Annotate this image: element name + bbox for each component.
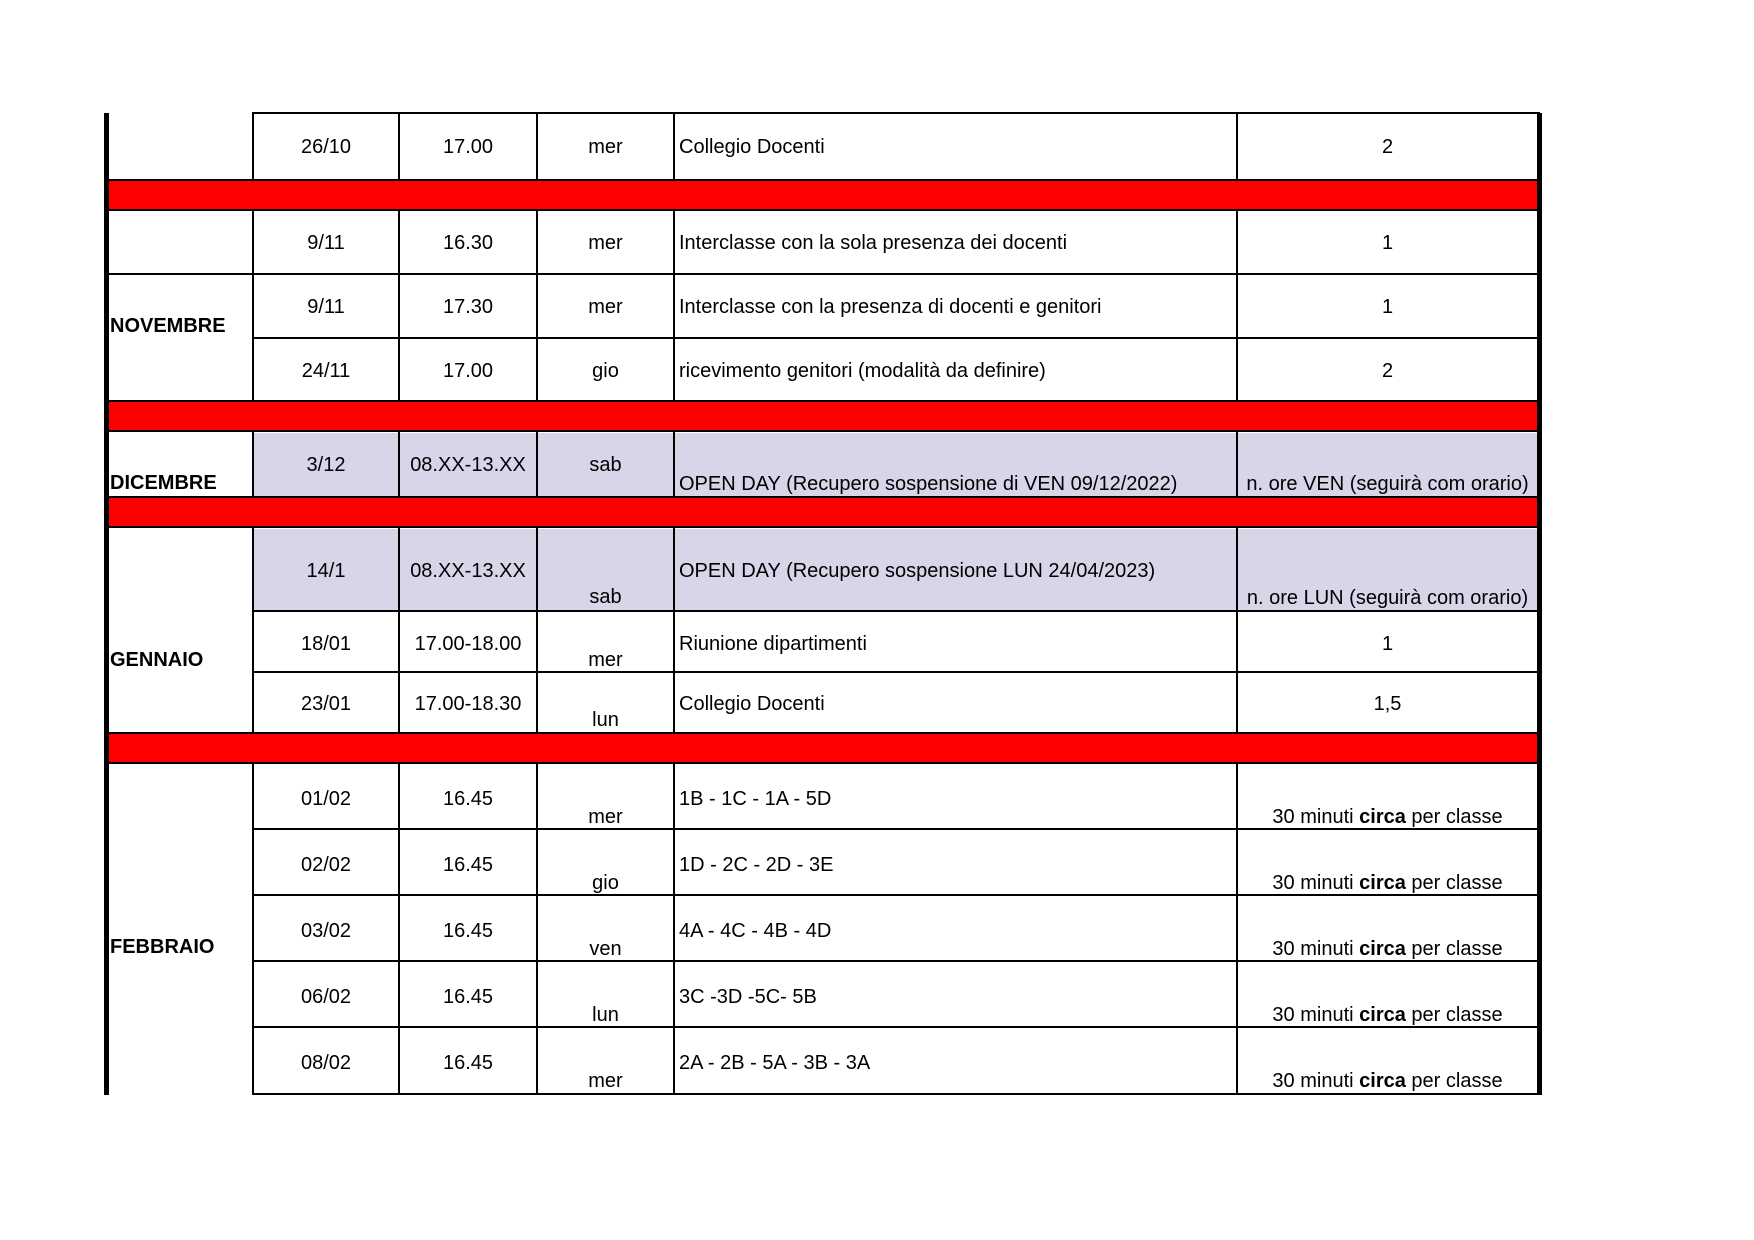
time-cell: 17.00 bbox=[442, 360, 494, 382]
column-line bbox=[673, 431, 675, 497]
date-cell: 01/02 bbox=[300, 788, 352, 810]
hours-text: 30 minuti bbox=[1272, 1070, 1360, 1092]
hours-cell bbox=[1238, 1004, 1537, 1026]
hours-cell: 2 bbox=[1381, 360, 1394, 382]
row-line bbox=[107, 179, 1540, 181]
time-cell: 08.XX-13.XX bbox=[410, 454, 526, 476]
hours-emphasis: circa bbox=[1359, 806, 1406, 828]
hours-cell: 1 bbox=[1381, 296, 1394, 318]
time-cell: 16.45 bbox=[442, 854, 494, 876]
activity-cell: 1D - 2C - 2D - 3E bbox=[679, 854, 834, 876]
activity-cell: ricevimento genitori (modalità da definire) bbox=[679, 360, 1046, 382]
activity-cell: Collegio Docenti bbox=[679, 136, 825, 158]
hours-cell bbox=[1238, 1070, 1537, 1092]
right-border bbox=[1537, 113, 1542, 1095]
hours-cell: 1 bbox=[1381, 232, 1394, 254]
separator-bar bbox=[107, 733, 1539, 763]
activity-cell: OPEN DAY (Recupero sospensione di VEN 09/12/2022) bbox=[679, 473, 1178, 495]
hours-text: per classe bbox=[1405, 1070, 1503, 1092]
hours-emphasis: circa bbox=[1359, 1004, 1406, 1026]
hours-emphasis: circa bbox=[1359, 872, 1406, 894]
row-line bbox=[252, 894, 1540, 896]
time-cell: 16.45 bbox=[442, 986, 494, 1008]
activity-cell: 1B - 1C - 1A - 5D bbox=[679, 788, 832, 810]
hours-cell: 1 bbox=[1381, 633, 1394, 655]
hours-text: per classe bbox=[1405, 806, 1503, 828]
row-line bbox=[252, 960, 1540, 962]
row-line bbox=[252, 610, 1540, 612]
activity-cell: 3C -3D -5C- 5B bbox=[679, 986, 817, 1008]
day-cell: sab bbox=[589, 454, 622, 476]
time-cell: 16.45 bbox=[442, 788, 494, 810]
row-line bbox=[107, 496, 1540, 498]
date-cell: 24/11 bbox=[301, 360, 351, 382]
time-cell: 16.45 bbox=[442, 920, 494, 942]
hours-text: 30 minuti bbox=[1272, 806, 1360, 828]
month-label: NOVEMBRE bbox=[110, 315, 226, 337]
date-cell: 26/10 bbox=[300, 136, 352, 158]
date-cell: 9/11 bbox=[307, 232, 345, 254]
day-cell: gio bbox=[592, 360, 619, 382]
hours-text: 30 minuti bbox=[1272, 938, 1360, 960]
activity-cell: 4A - 4C - 4B - 4D bbox=[679, 920, 832, 942]
date-cell: 3/12 bbox=[306, 454, 346, 476]
date-cell: 02/02 bbox=[300, 854, 352, 876]
day-cell: mer bbox=[588, 136, 623, 158]
column-line bbox=[536, 527, 538, 733]
time-cell: 17.30 bbox=[442, 296, 494, 318]
hours-cell bbox=[1238, 806, 1537, 828]
day-cell: mer bbox=[588, 232, 623, 254]
day-cell: mer bbox=[588, 1070, 623, 1092]
activity-cell: Interclasse con la presenza di docenti e genitori bbox=[679, 296, 1102, 318]
day-cell: mer bbox=[588, 649, 623, 671]
separator-bar bbox=[107, 180, 1539, 210]
activity-cell: Collegio Docenti bbox=[679, 693, 825, 715]
row-line bbox=[107, 273, 1540, 275]
month-label: DICEMBRE bbox=[110, 472, 217, 494]
time-cell: 16.30 bbox=[442, 232, 494, 254]
activity-cell: 2A - 2B - 5A - 3B - 3A bbox=[679, 1052, 871, 1074]
month-label: FEBBRAIO bbox=[110, 936, 215, 958]
date-cell: 08/02 bbox=[300, 1052, 352, 1074]
left-border bbox=[104, 113, 109, 1095]
day-cell: mer bbox=[588, 296, 623, 318]
row-line bbox=[107, 430, 1540, 432]
row-line bbox=[252, 671, 1540, 673]
row-line bbox=[252, 337, 1540, 339]
activity-cell: OPEN DAY (Recupero sospensione LUN 24/04/2023) bbox=[679, 560, 1156, 582]
activity-cell: Interclasse con la sola presenza dei docenti bbox=[679, 232, 1068, 254]
row-line bbox=[252, 1093, 1540, 1095]
row-line bbox=[107, 762, 1540, 764]
time-cell: 17.00-18.30 bbox=[414, 693, 522, 715]
time-cell: 08.XX-13.XX bbox=[410, 560, 526, 582]
separator-bar bbox=[107, 497, 1539, 527]
month-label: GENNAIO bbox=[110, 649, 204, 671]
row-line bbox=[252, 1026, 1540, 1028]
hours-text: per classe bbox=[1405, 872, 1503, 894]
hours-cell: n. ore VEN (seguirà com orario) bbox=[1246, 473, 1529, 495]
activity-cell: Riunione dipartimenti bbox=[679, 633, 867, 655]
row-line bbox=[252, 828, 1540, 830]
hours-emphasis: circa bbox=[1359, 1070, 1406, 1092]
time-cell: 16.45 bbox=[442, 1052, 494, 1074]
column-line bbox=[673, 113, 675, 180]
row-line bbox=[107, 526, 1540, 528]
hours-cell bbox=[1238, 872, 1537, 894]
row-line bbox=[252, 112, 1540, 114]
date-cell: 14/1 bbox=[306, 560, 346, 582]
row-line bbox=[107, 400, 1540, 402]
hours-cell: 2 bbox=[1381, 136, 1394, 158]
day-cell: lun bbox=[592, 709, 619, 731]
hours-emphasis: circa bbox=[1359, 938, 1406, 960]
date-cell: 9/11 bbox=[307, 296, 345, 318]
date-cell: 03/02 bbox=[300, 920, 352, 942]
hours-cell: 1,5 bbox=[1373, 693, 1402, 715]
date-cell: 06/02 bbox=[300, 986, 352, 1008]
time-cell: 17.00 bbox=[442, 136, 494, 158]
day-cell: lun bbox=[592, 1004, 619, 1026]
hours-text: per classe bbox=[1405, 938, 1503, 960]
row-line bbox=[107, 209, 1540, 211]
hours-cell bbox=[1238, 938, 1537, 960]
day-cell: mer bbox=[588, 806, 623, 828]
date-cell: 23/01 bbox=[300, 693, 352, 715]
hours-text: 30 minuti bbox=[1272, 872, 1360, 894]
time-cell: 17.00-18.00 bbox=[414, 633, 522, 655]
column-line bbox=[673, 527, 675, 733]
day-cell: sab bbox=[589, 586, 622, 608]
hours-text: per classe bbox=[1405, 1004, 1503, 1026]
day-cell: gio bbox=[592, 872, 619, 894]
separator-bar bbox=[107, 401, 1539, 431]
hours-text: 30 minuti bbox=[1272, 1004, 1360, 1026]
row-line bbox=[107, 732, 1540, 734]
column-line bbox=[673, 210, 675, 401]
hours-cell: n. ore LUN (seguirà com orario) bbox=[1246, 587, 1529, 609]
column-line bbox=[673, 763, 675, 1095]
day-cell: ven bbox=[589, 938, 622, 960]
date-cell: 18/01 bbox=[300, 633, 352, 655]
